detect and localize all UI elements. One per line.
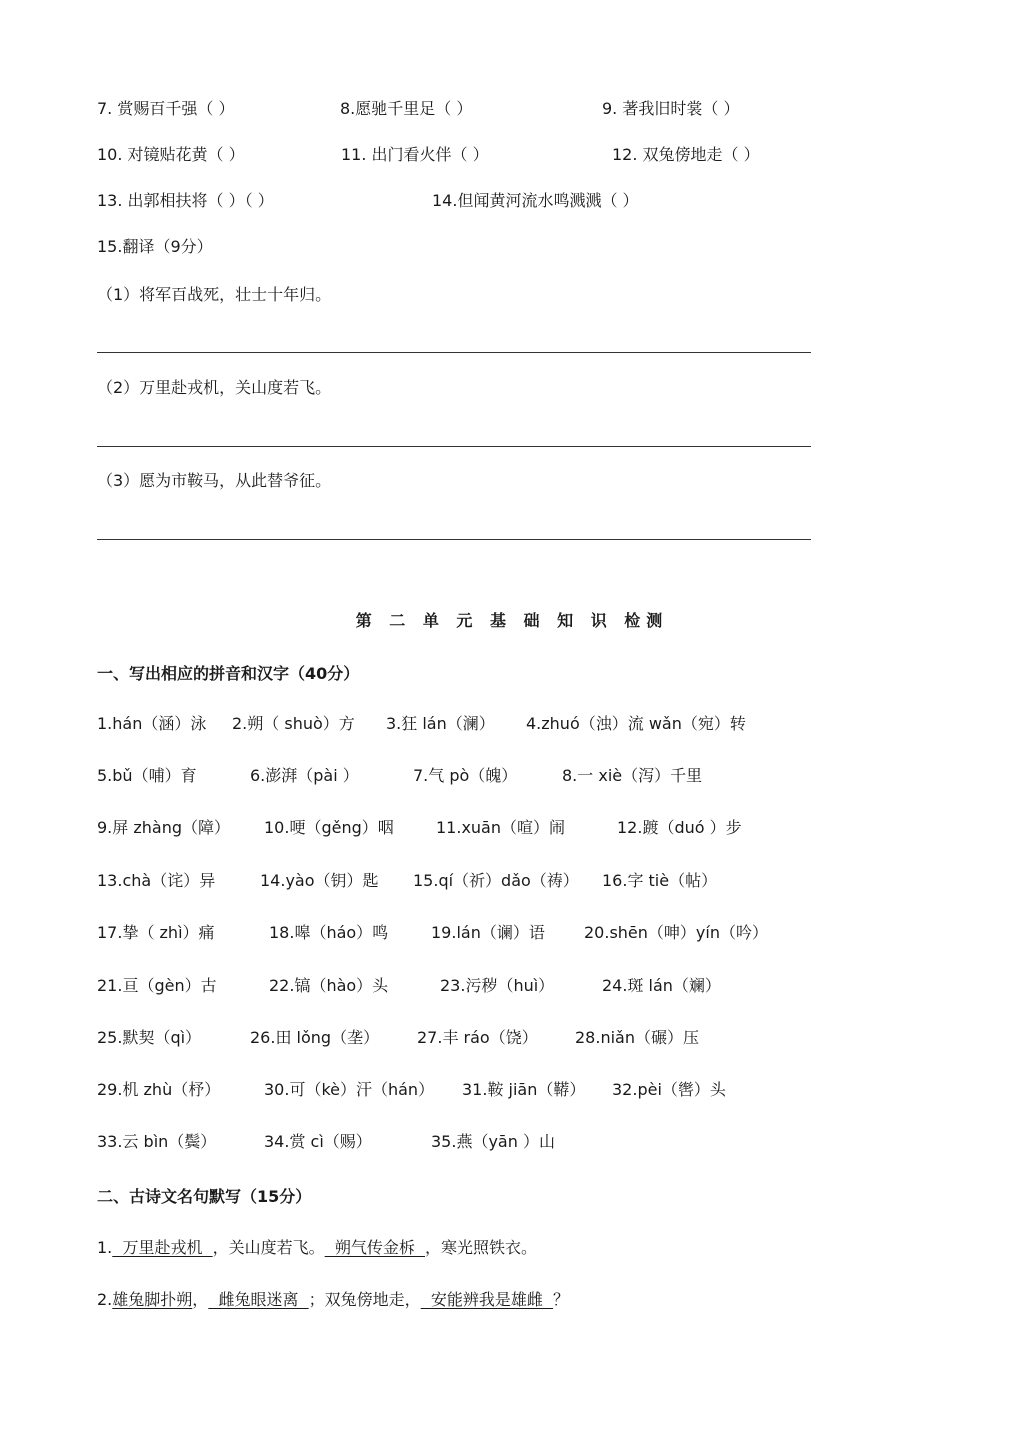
pinyin-item: 11.xuān（喧）闹 <box>436 818 566 837</box>
answer-blank: 万里赴戎机 <box>112 1238 213 1257</box>
translation-item-1: （1）将军百战死，壮士十年归。 <box>97 285 332 304</box>
pinyin-item: 35.燕（yān ）山 <box>431 1132 555 1151</box>
poem-text: ？ <box>553 1290 570 1309</box>
question-14: 14.但闻黄河流水鸣溅溅（ ） <box>432 191 639 210</box>
pinyin-item: 19.lán（谰）语 <box>431 923 545 942</box>
pinyin-item: 4.zhuó（浊）流 wǎn（宛）转 <box>526 714 746 733</box>
section2-heading: 二、古诗文名句默写（15分） <box>97 1187 312 1206</box>
poem-text: ， <box>192 1290 209 1309</box>
recitation-line-2 <box>97 1289 569 1311</box>
pinyin-item: 14.yào（钥）匙 <box>260 871 379 890</box>
answer-line-2 <box>97 446 811 447</box>
poem-text: ，关山度若飞。 <box>212 1238 325 1257</box>
pinyin-item: 33.云 bìn（鬓） <box>97 1132 217 1151</box>
pinyin-item: 3.狂 lán（澜） <box>386 714 495 733</box>
recitation-number: 2. <box>97 1290 113 1309</box>
pinyin-item: 25.默契（qì） <box>97 1028 202 1047</box>
pinyin-item: 16.字 tiè（帖） <box>602 871 718 890</box>
answer-line-3 <box>97 539 811 540</box>
pinyin-item: 8.一 xiè（泻）千里 <box>562 766 703 785</box>
pinyin-item: 20.shēn（呻）yín（吟） <box>584 923 768 942</box>
pinyin-item: 13.chà（诧）异 <box>97 871 216 890</box>
answer-blank: 雄兔脚扑朔 <box>112 1290 193 1309</box>
pinyin-item: 15.qí（祈）dǎo（祷） <box>413 871 579 890</box>
pinyin-item: 24.斑 lán（斓） <box>602 976 721 995</box>
pinyin-item: 2.朔（ shuò）方 <box>232 714 355 733</box>
translation-heading: 15.翻译（9分） <box>97 237 213 256</box>
answer-blank: 安能辨我是雄雌 <box>420 1290 554 1309</box>
answer-line-1 <box>97 352 811 353</box>
pinyin-item: 29.机 zhù（杼） <box>97 1080 221 1099</box>
poem-text: ；双兔傍地走， <box>308 1290 421 1309</box>
pinyin-item: 23.污秽（huì） <box>440 976 555 995</box>
pinyin-item: 31.鞍 jiān（鞯） <box>462 1080 586 1099</box>
translation-item-3: （3）愿为市鞍马，从此替爷征。 <box>97 471 332 490</box>
pinyin-item: 22.镐（hào）头 <box>269 976 389 995</box>
answer-blank: 雌兔眼迷离 <box>208 1290 309 1309</box>
pinyin-item: 27.丰 ráo（饶） <box>417 1028 538 1047</box>
pinyin-item: 28.niǎn（碾）压 <box>575 1028 699 1047</box>
pinyin-item: 7.气 pò（魄） <box>413 766 518 785</box>
question-13: 13. 出郭相扶将（ ）（ ） <box>97 191 274 210</box>
answer-blank: 朔气传金柝 <box>324 1238 425 1257</box>
pinyin-item: 30.可（kè）汗（hán） <box>264 1080 435 1099</box>
pinyin-item: 17.挚（ zhì）痛 <box>97 923 215 942</box>
pinyin-item: 21.亘（gèn）古 <box>97 976 217 995</box>
section1-heading: 一、写出相应的拼音和汉字（40分） <box>97 664 360 683</box>
recitation-number: 1. <box>97 1238 113 1257</box>
recitation-line-1 <box>97 1237 537 1259</box>
question-11: 11. 出门看火伴（ ） <box>341 145 489 164</box>
translation-item-2: （2）万里赴戎机，关山度若飞。 <box>97 378 332 397</box>
pinyin-item: 34.赏 cì（赐） <box>264 1132 372 1151</box>
question-12: 12. 双兔傍地走（ ） <box>612 145 760 164</box>
question-10: 10. 对镜贴花黄（ ） <box>97 145 245 164</box>
pinyin-item: 6.澎湃（pài ） <box>250 766 359 785</box>
pinyin-item: 5.bǔ（哺）育 <box>97 766 197 785</box>
pinyin-item: 18.嗥（háo）鸣 <box>269 923 389 942</box>
pinyin-item: 1.hán（涵）泳 <box>97 714 207 733</box>
pinyin-item: 12.踱（duó ）步 <box>617 818 742 837</box>
question-8: 8.愿驰千里足（ ） <box>340 99 473 118</box>
question-9: 9. 著我旧时裳（ ） <box>602 99 740 118</box>
question-7: 7. 赏赐百千强（ ） <box>97 99 235 118</box>
unit-title: 第 二 单 元 基 础 知 识 检测 <box>355 611 669 630</box>
poem-text: ，寒光照铁衣。 <box>425 1238 538 1257</box>
pinyin-item: 10.哽（gěng）咽 <box>264 818 394 837</box>
pinyin-item: 26.田 lǒng（垄） <box>250 1028 380 1047</box>
pinyin-item: 32.pèi（辔）头 <box>612 1080 726 1099</box>
pinyin-item: 9.屏 zhàng（障） <box>97 818 230 837</box>
